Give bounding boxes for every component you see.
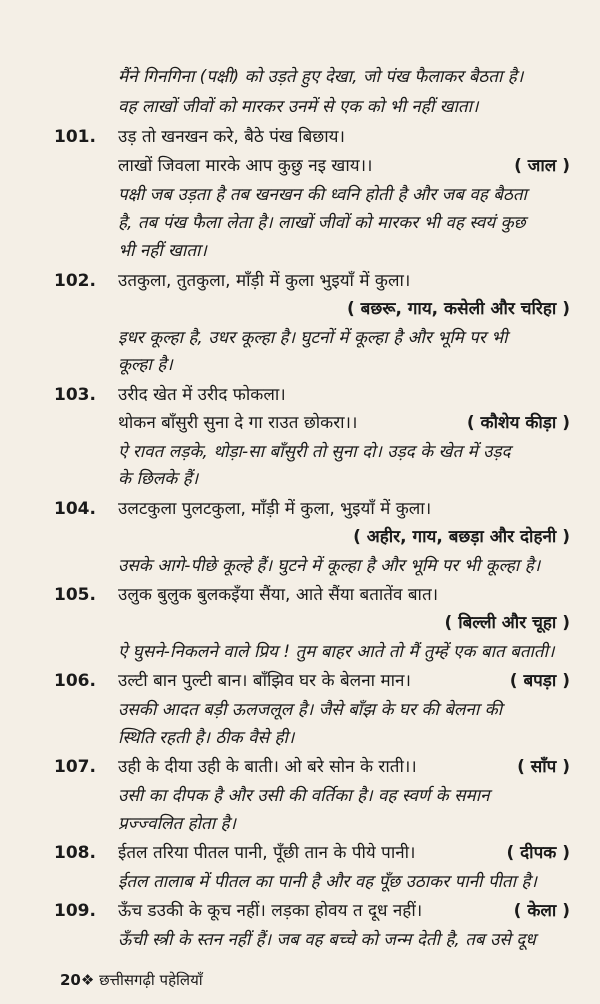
riddle-answer: ( अहीर, गाय, बछड़ा और दोहनी ) bbox=[353, 527, 570, 547]
riddle-verse: उरीद खेत में उरीद फोकला। bbox=[118, 385, 286, 405]
riddle-meaning: उसकी आदत बड़ी ऊलजलूल है। जैसे बाँझ के घर की बेलना की bbox=[118, 700, 503, 720]
riddle-meaning: इधर कूल्हा है, उधर कूल्हा है। घुटनों में कूल्हा है और भूमि पर भी bbox=[118, 328, 508, 348]
riddle-answer: ( बिल्ली और चूहा ) bbox=[444, 613, 570, 633]
riddle-number: 107. bbox=[54, 757, 96, 777]
riddle-answer: ( जाल ) bbox=[514, 156, 570, 176]
intro-line: मैंने गिनगिना (पक्षी) को उड़ते हुए देखा, जो पंख फैलाकर बैठता है। bbox=[118, 67, 524, 87]
riddle-verse: उड़ तो खनखन करे, बैठे पंख बिछाय। bbox=[118, 127, 345, 147]
book-title: छत्तीसगढ़ी पहेलियाँ bbox=[99, 971, 203, 989]
riddle-meaning: भी नहीं खाता। bbox=[118, 241, 207, 261]
riddle-number: 101. bbox=[54, 127, 96, 147]
riddle-answer: ( बछरू, गाय, कसेली और चरिहा ) bbox=[346, 299, 570, 319]
riddle-answer: ( बपड़ा ) bbox=[509, 671, 570, 691]
riddle-meaning: स्थिति रहती है। ठीक वैसे ही। bbox=[118, 728, 295, 748]
riddle-meaning: ऐ रावत लड़के, थोड़ा-सा बाँसुरी तो सुना दो। उड़द के खेत में उड़द bbox=[118, 442, 511, 462]
riddle-number: 109. bbox=[54, 901, 96, 921]
riddle-meaning: कूल्हा है। bbox=[118, 355, 173, 375]
riddle-meaning: ईतल तालाब में पीतल का पानी है और वह पूँछ उठाकर पानी पीता है। bbox=[118, 872, 537, 892]
riddle-number: 108. bbox=[54, 843, 96, 863]
riddle-verse: उल्टी बान पुल्टी बान। बाँझिव घर के बेलना मान। bbox=[118, 671, 411, 691]
page-number: 20 bbox=[60, 971, 81, 989]
riddle-meaning: उसी का दीपक है और उसी की वर्तिका है। वह स्वर्ण के समान bbox=[118, 786, 490, 806]
riddle-verse: ऊँच डउकी के कूच नहीं। लड़का होवय त दूध नहीं। bbox=[118, 901, 423, 921]
ornament-icon: ❖ bbox=[80, 971, 95, 989]
riddle-verse: लाखों जिवला मारके आप कुछु नइ खाय।। bbox=[118, 156, 373, 176]
riddle-verse: थोकन बाँसुरी सुना दे गा राउत छोकरा।। bbox=[118, 413, 358, 433]
riddle-verse: ईतल तरिया पीतल पानी, पूँछी तान के पीये पानी। bbox=[118, 843, 416, 863]
riddle-answer: ( साँप ) bbox=[517, 757, 570, 777]
riddle-number: 102. bbox=[54, 271, 96, 291]
riddle-answer: ( केला ) bbox=[513, 901, 570, 921]
riddle-number: 106. bbox=[54, 671, 96, 691]
riddle-verse: उतकुला, तुतकुला, माँड़ी में कुला भुइयाँ में कुला। bbox=[118, 271, 411, 291]
riddle-number: 105. bbox=[54, 585, 96, 605]
riddle-verse: उही के दीया उही के बाती। ओ बरे सोन के राती।। bbox=[118, 757, 417, 777]
intro-line: वह लाखों जीवों को मारकर उनमें से एक को भी नहीं खाता। bbox=[118, 97, 479, 117]
riddle-verse: उलुक बुलुक बुलकइँया सैंया, आते सैंया बतातेंव बात। bbox=[118, 585, 439, 605]
riddle-number: 103. bbox=[54, 385, 96, 405]
riddle-number: 104. bbox=[54, 499, 96, 519]
riddle-meaning: उसके आगे-पीछे कूल्हे हैं। घुटने में कूल्हा है और भूमि पर भी कूल्हा है। bbox=[118, 556, 541, 576]
riddle-meaning: प्रज्ज्वलित होता है। bbox=[118, 814, 236, 834]
riddle-answer: ( दीपक ) bbox=[506, 843, 570, 863]
riddle-meaning: के छिलके हैं। bbox=[118, 469, 199, 489]
riddle-answer: ( कौशेय कीड़ा ) bbox=[466, 413, 570, 433]
riddle-meaning: पक्षी जब उड़ता है तब खनखन की ध्वनि होती है और जब वह बैठता bbox=[118, 185, 527, 205]
riddle-meaning: ऐ घुसने-निकलने वाले प्रिय ! तुम बाहर आते तो मैं तुम्हें एक बात बताती। bbox=[118, 642, 555, 662]
page-footer bbox=[60, 970, 203, 990]
riddle-meaning: ऊँची स्त्री के स्तन नहीं हैं। जब वह बच्चे को जन्म देती है, तब उसे दूध bbox=[118, 930, 536, 950]
riddle-verse: उलटकुला पुलटकुला, माँड़ी में कुला, भुइयाँ में कुला। bbox=[118, 499, 432, 519]
riddle-meaning: है, तब पंख फैला लेता है। लाखों जीवों को मारकर भी वह स्वयं कुछ bbox=[118, 213, 526, 233]
